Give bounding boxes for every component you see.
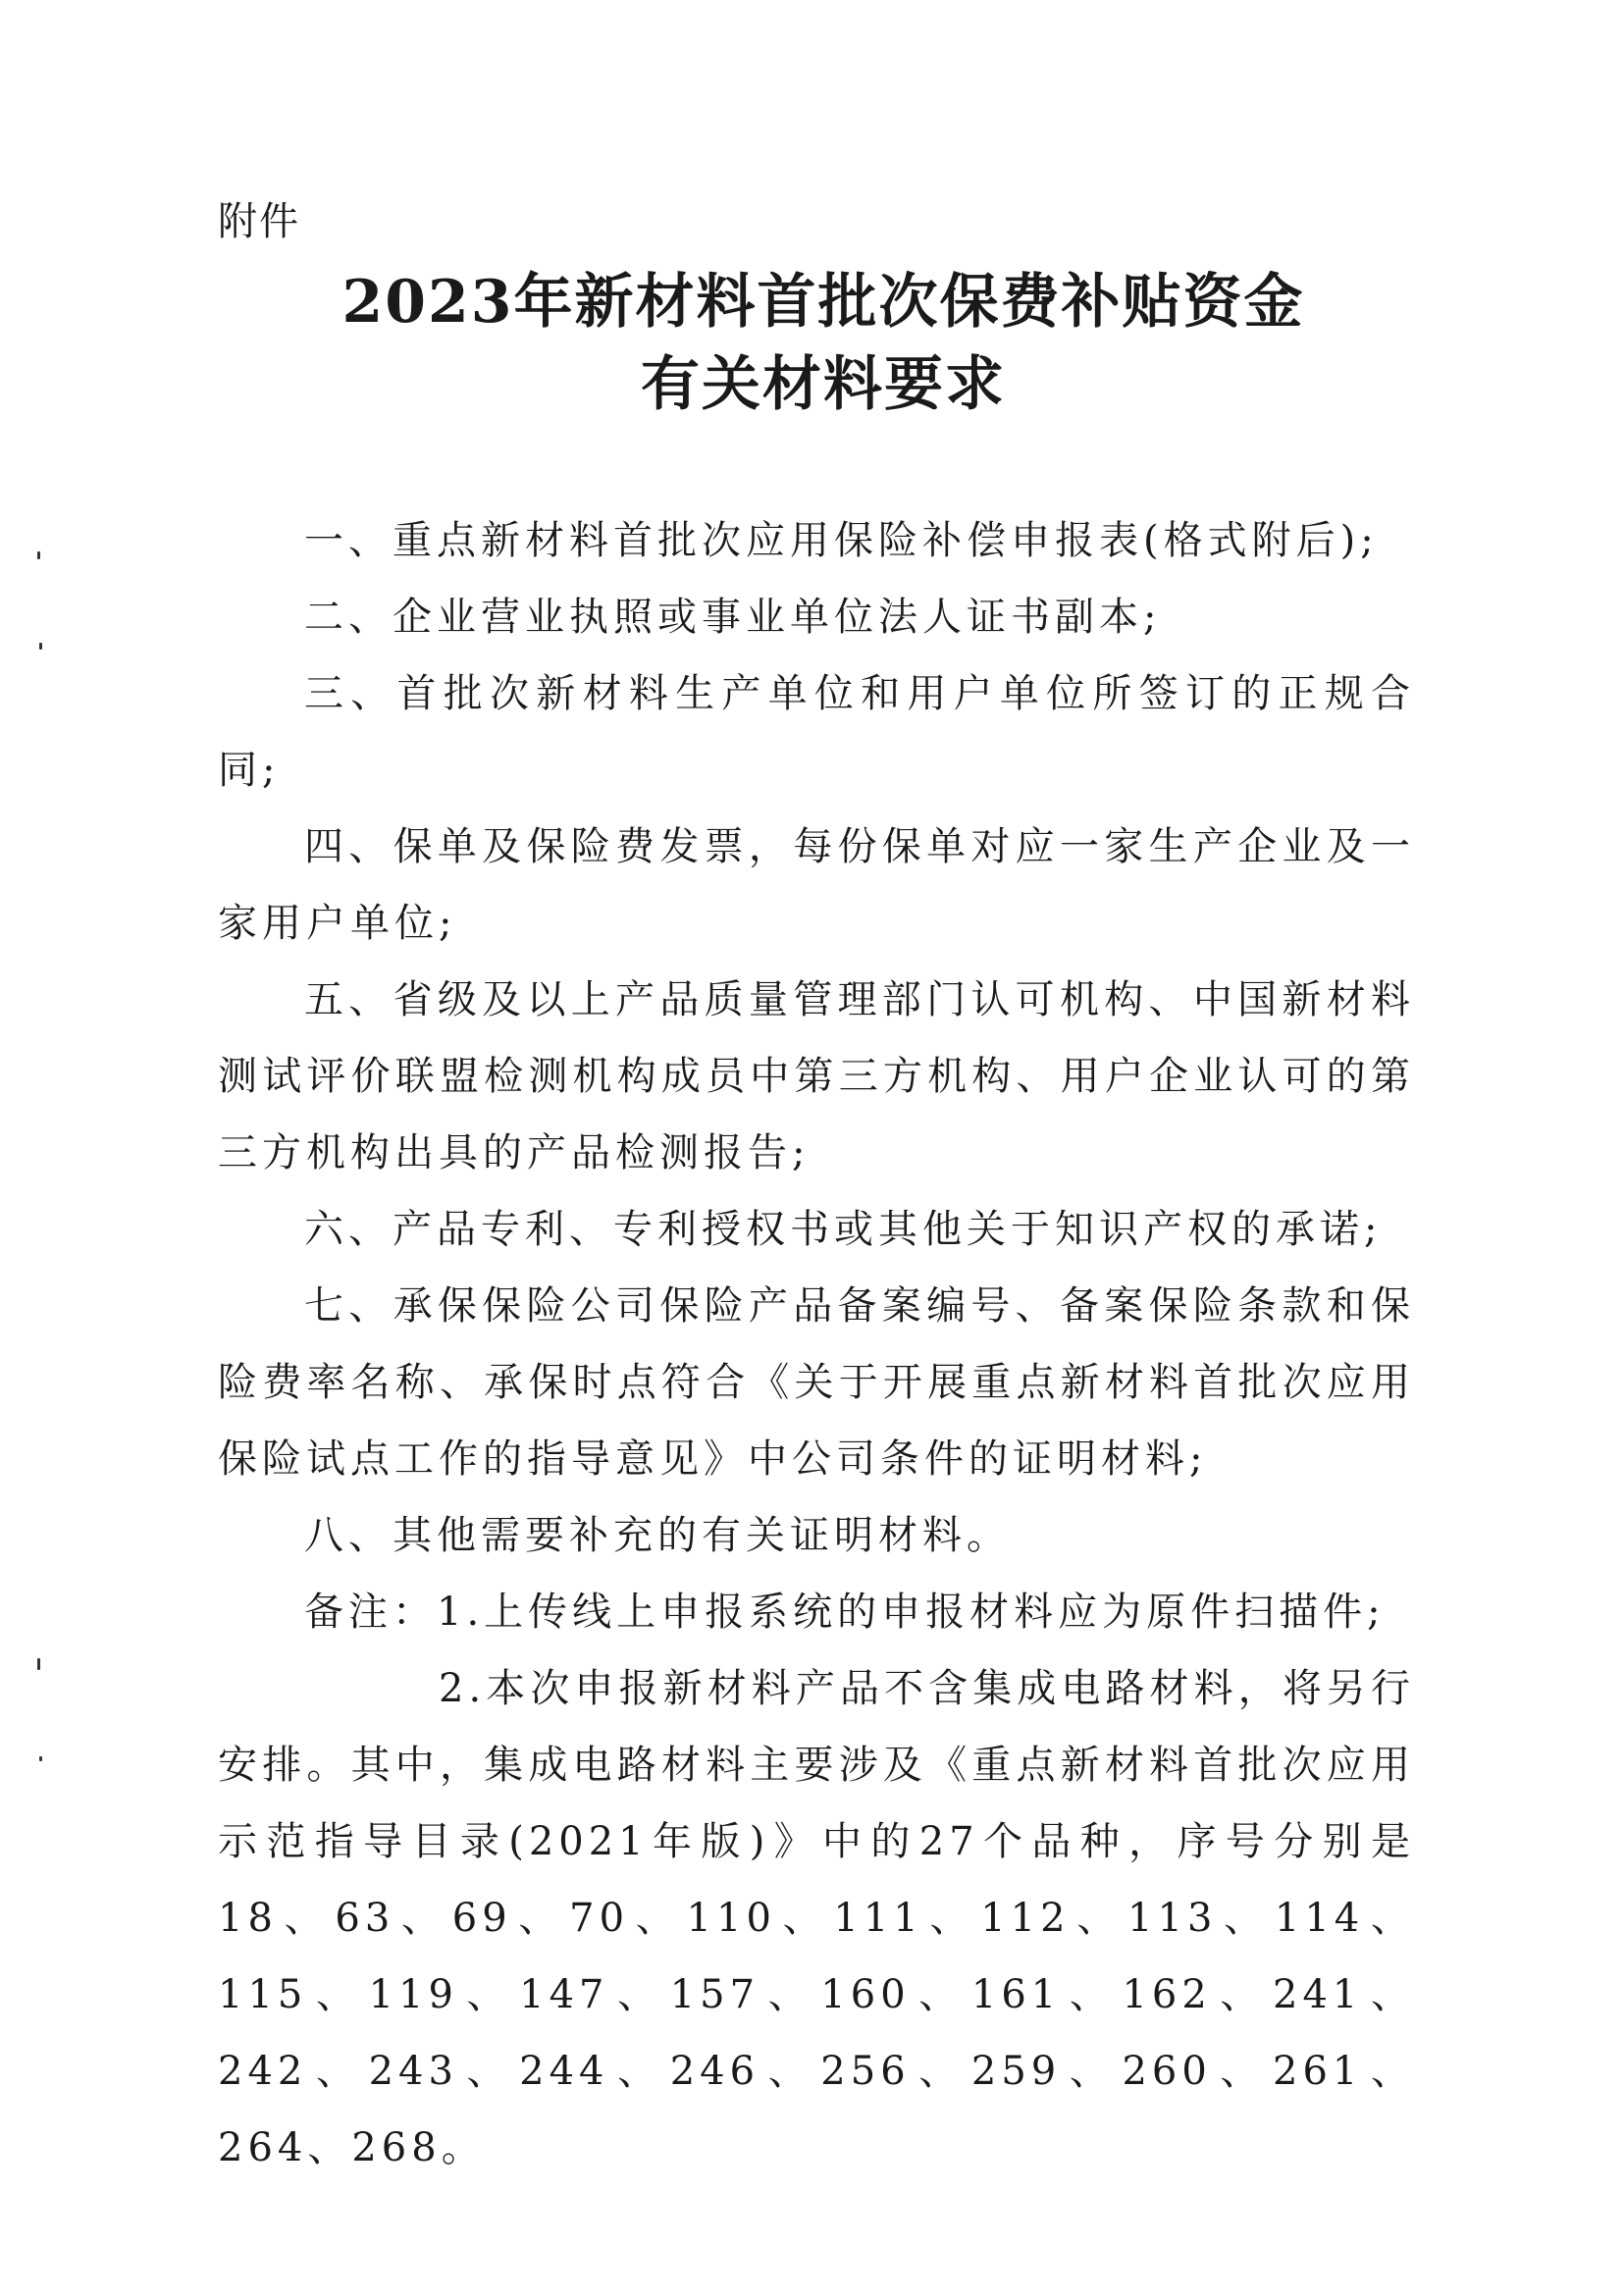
note-2: 2.本次申报新材料产品不含集成电路材料，将另行安排。其中，集成电路材料主要涉及《重点新材料首批次应用示范指导目录(2021年版)》中的27个品种，序号分别是18、63、69、70、110、111、112、113、114、115、119、147、157、160、161、162、241、242、243、244、246、256、259、260、261、264、268。	[218, 1666, 1415, 2170]
document-title-line-1: 2023年新材料首批次保费补贴资金	[341, 268, 1305, 337]
scan-mark	[39, 643, 42, 650]
scan-mark	[39, 1756, 42, 1761]
requirement-item-5: 五、省级及以上产品质量管理部门认可机构、中国新材料测试评价联盟检测机构成员中第三方机构、用户企业认可的第三方机构出具的产品检测报告;	[218, 977, 1415, 1175]
requirement-item-6: 六、产品专利、专利授权书或其他关于知识产权的承诺;	[304, 1207, 1383, 1252]
requirement-item-3: 三、首批次新材料生产单位和用户单位所签订的正规合同;	[218, 671, 1415, 793]
scan-mark	[37, 1658, 40, 1670]
document-title-line-2: 有关材料要求	[641, 350, 1006, 419]
requirement-item-1: 一、重点新材料首批次应用保险补偿申报表(格式附后);	[304, 518, 1379, 563]
requirement-item-2: 二、企业营业执照或事业单位法人证书副本;	[304, 595, 1162, 640]
attachment-label: 附件	[218, 199, 300, 244]
requirement-item-8: 八、其他需要补充的有关证明材料。	[304, 1513, 1011, 1558]
requirement-item-7: 七、承保保险公司保险产品备案编号、备案保险条款和保险费率名称、承保时点符合《关于开展重点新材料首批次应用保险试点工作的指导意见》中公司条件的证明材料;	[218, 1283, 1415, 1482]
note-1: 备注：1.上传线上申报系统的申报材料应为原件扫描件;	[304, 1590, 1386, 1635]
document-body	[218, 502, 1415, 2186]
scan-mark	[37, 551, 40, 559]
requirement-item-4: 四、保单及保险费发票，每份保单对应一家生产企业及一家用户单位;	[218, 824, 1415, 946]
